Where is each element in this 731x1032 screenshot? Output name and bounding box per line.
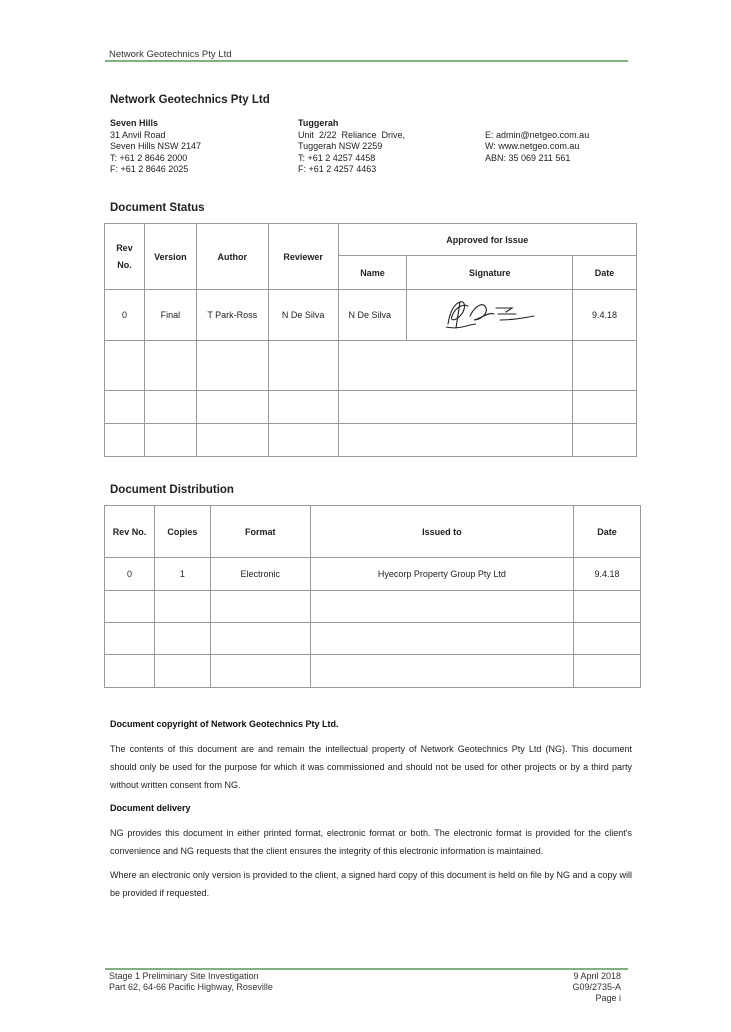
footer-rule [105,968,628,970]
office-seven-hills [110,118,201,176]
company-abn: ABN: 35 069 211 561 [485,152,571,163]
cell-copies: 1 [154,558,210,591]
office-phone: T: +61 2 4257 4458 [298,152,376,163]
cell-signature [407,290,573,341]
company-website: W: www.netgeo.com.au [485,141,580,152]
col-header-signature: Signature [407,256,573,290]
col-header-issued-to: Issued to [310,506,573,558]
delivery-heading: Document delivery [110,803,191,813]
col-header-reviewer: Reviewer [268,224,338,290]
col-header-date: Date [574,506,641,558]
cell-issued-to: Hyecorp Property Group Pty Ltd [310,558,573,591]
company-contact [485,130,589,165]
footer-right [572,971,621,1004]
table-row [105,558,641,591]
footer-left [109,971,273,993]
col-header-date: Date [573,256,637,290]
footer-ref: G09/2735-A [572,982,621,992]
cell-rev: 0 [105,290,145,341]
company-name: Network Geotechnics Pty Ltd [110,94,270,106]
company-email: E: admin@netgeo.com.au [485,129,590,140]
footer-page-number: Page i [595,993,621,1003]
table-row [105,591,641,623]
copyright-text: The contents of this document are and remain the intellectual property of Network Geotechnics Pty Ltd (NG). This document should only be used for the purpose for which it was commissioned and should not be used for other projects or by a third party without written consent from NG. [110,744,632,790]
delivery-text: NG provides this document in either printed format, electronic format or both. The electronic format is provided for the client's convenience and NG requests that the client ensures the integrity of this electronic information is maintained. [110,828,632,856]
office-name: Tuggerah [298,118,339,128]
document-status-table [104,223,637,457]
cell-rev: 0 [105,558,155,591]
cell-name: N De Silva [338,290,407,341]
copyright-heading: Document copyright of Network Geotechnics Pty Ltd. [110,719,339,729]
table-row [105,655,641,688]
office-fax: F: +61 2 8646 2025 [110,164,189,175]
document-distribution-table [104,505,641,688]
table-row [105,341,637,391]
cell-date: 9.4.18 [573,290,637,341]
col-header-format: Format [210,506,310,558]
cell-date: 9.4.18 [574,558,641,591]
signature-image [440,294,540,334]
table-row [105,623,641,655]
table-row [105,290,637,341]
cell-format: Electronic [210,558,310,591]
office-tuggerah [298,118,405,176]
office-fax: F: +61 2 4257 4463 [298,164,377,175]
col-header-copies: Copies [154,506,210,558]
office-address-line: Unit 2/22 Reliance Drive, [298,129,406,140]
table-row [105,391,637,424]
footer-site-address: Part 62, 64-66 Pacific Highway, Roseville [109,982,273,992]
running-header: Network Geotechnics Pty Ltd [109,49,232,60]
col-header-rev: Rev No. [105,224,145,290]
document-status-title: Document Status [110,202,205,214]
footer-date: 9 April 2018 [573,971,621,981]
col-header-rev: Rev No. [105,506,155,558]
header-rule [105,60,628,62]
delivery-text-electronic: Where an electronic only version is provided to the client, a signed hard copy of this document is held on file by NG and a copy will be provided if requested. [110,870,632,898]
col-header-approved: Approved for Issue [338,224,636,256]
office-name: Seven Hills [110,118,159,128]
cell-version: Final [144,290,196,341]
col-header-author: Author [196,224,268,290]
cell-author: T Park-Ross [196,290,268,341]
office-address-line: 31 Anvil Road [110,129,166,140]
office-phone: T: +61 2 8646 2000 [110,152,188,163]
col-header-name: Name [338,256,407,290]
document-distribution-title: Document Distribution [110,484,234,496]
office-address-line: Seven Hills NSW 2147 [110,141,202,152]
col-header-version: Version [144,224,196,290]
footer-report-title: Stage 1 Preliminary Site Investigation [109,971,259,981]
table-row [105,424,637,457]
office-address-line: Tuggerah NSW 2259 [298,141,383,152]
cell-reviewer: N De Silva [268,290,338,341]
